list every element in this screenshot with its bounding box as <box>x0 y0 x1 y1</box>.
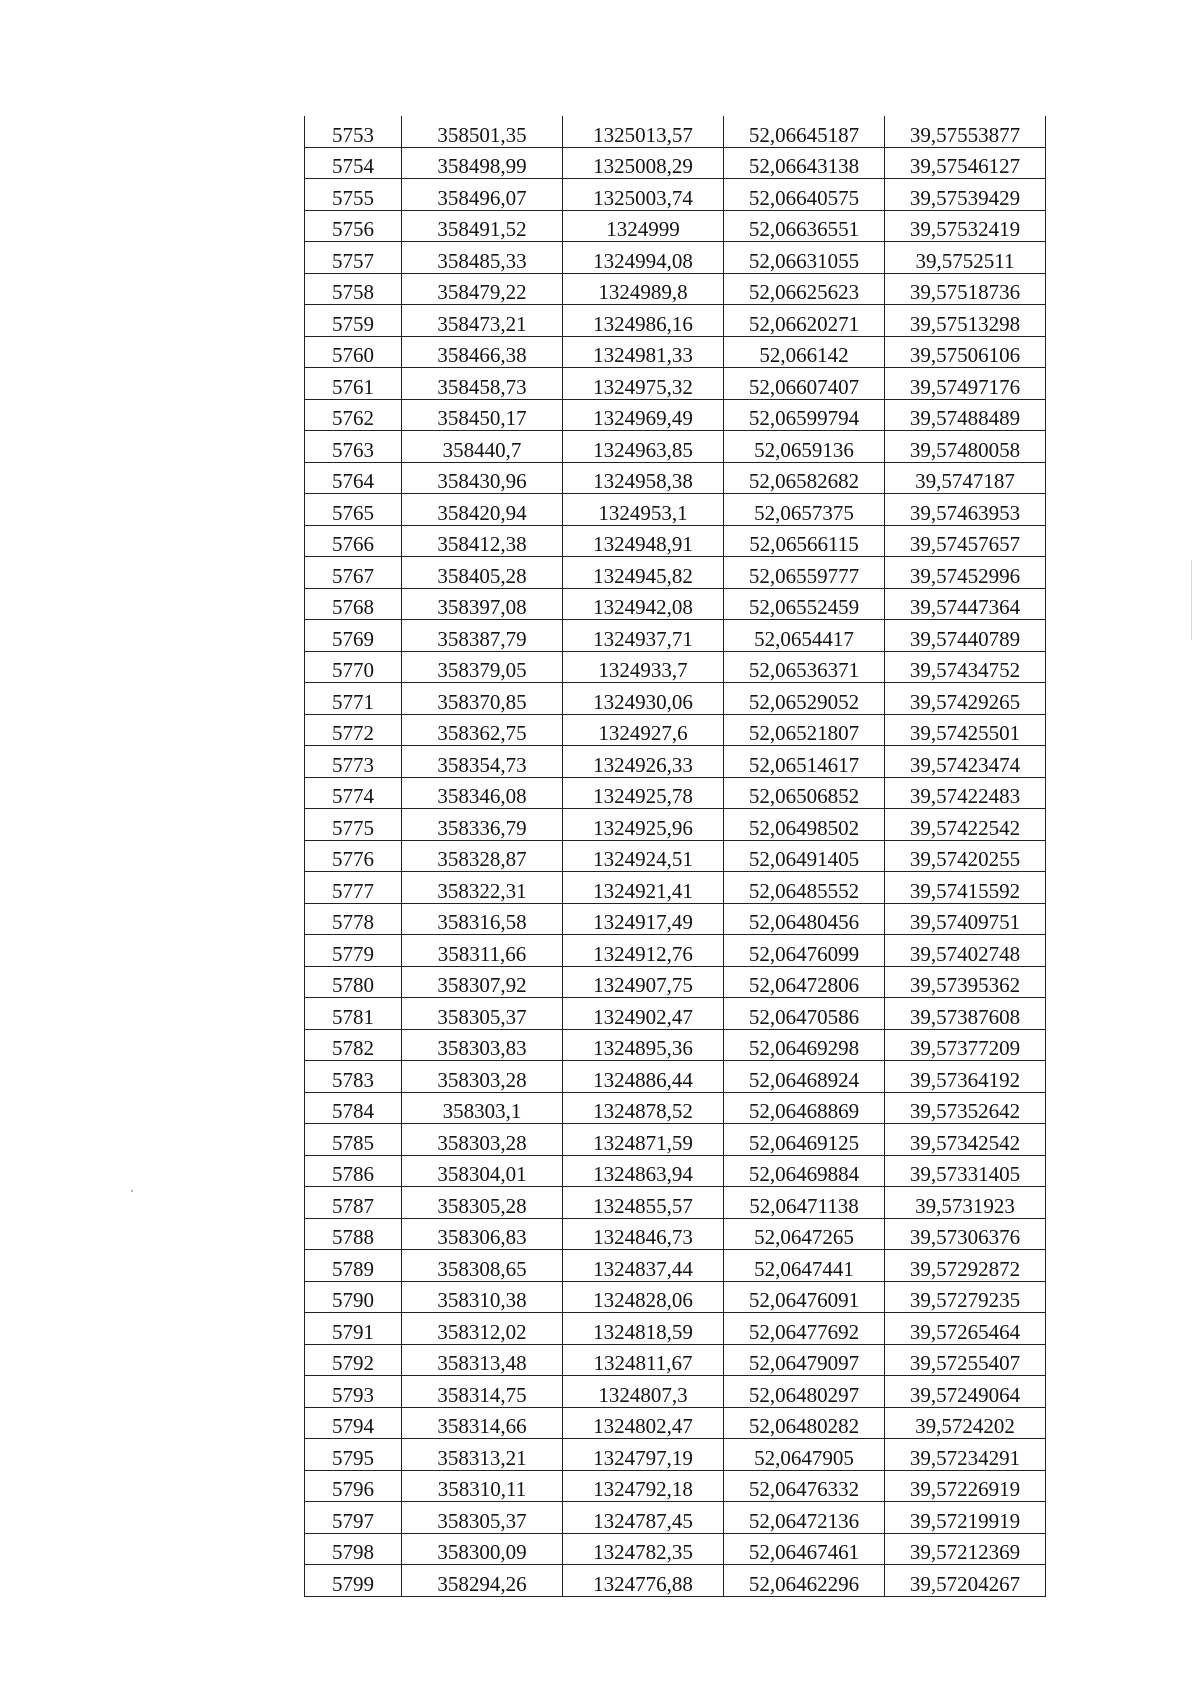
y-coordinate-cell: 1324999 <box>563 210 724 242</box>
longitude-cell: 39,57420255 <box>885 840 1046 872</box>
x-coordinate-cell: 358303,83 <box>402 1029 563 1061</box>
table-row <box>305 273 1046 305</box>
y-coordinate-cell: 1324981,33 <box>563 336 724 368</box>
point-number-cell: 5775 <box>305 809 402 841</box>
latitude-cell: 52,06472806 <box>724 966 885 998</box>
latitude-cell: 52,06469298 <box>724 1029 885 1061</box>
latitude-cell: 52,06529052 <box>724 683 885 715</box>
point-number-cell: 5780 <box>305 966 402 998</box>
longitude-cell: 39,5747187 <box>885 462 1046 494</box>
longitude-cell: 39,57513298 <box>885 305 1046 337</box>
y-coordinate-cell: 1324925,96 <box>563 809 724 841</box>
latitude-cell: 52,06559777 <box>724 557 885 589</box>
table-row <box>305 179 1046 211</box>
point-number-cell: 5785 <box>305 1124 402 1156</box>
point-number-cell: 5778 <box>305 903 402 935</box>
y-coordinate-cell: 1324930,06 <box>563 683 724 715</box>
point-number-cell: 5753 <box>305 116 402 147</box>
x-coordinate-cell: 358308,65 <box>402 1250 563 1282</box>
latitude-cell: 52,06479097 <box>724 1344 885 1376</box>
x-coordinate-cell: 358479,22 <box>402 273 563 305</box>
table-row <box>305 368 1046 400</box>
x-coordinate-cell: 358420,94 <box>402 494 563 526</box>
point-number-cell: 5774 <box>305 777 402 809</box>
longitude-cell: 39,57422542 <box>885 809 1046 841</box>
x-coordinate-cell: 358328,87 <box>402 840 563 872</box>
table-row <box>305 714 1046 746</box>
y-coordinate-cell: 1324963,85 <box>563 431 724 463</box>
latitude-cell: 52,06462296 <box>724 1565 885 1597</box>
point-number-cell: 5759 <box>305 305 402 337</box>
table-row <box>305 116 1046 147</box>
longitude-cell: 39,57452996 <box>885 557 1046 589</box>
longitude-cell: 39,57395362 <box>885 966 1046 998</box>
x-coordinate-cell: 358362,75 <box>402 714 563 746</box>
latitude-cell: 52,066142 <box>724 336 885 368</box>
longitude-cell: 39,57425501 <box>885 714 1046 746</box>
y-coordinate-cell: 1324811,67 <box>563 1344 724 1376</box>
table-row <box>305 1376 1046 1408</box>
longitude-cell: 39,57402748 <box>885 935 1046 967</box>
y-coordinate-cell: 1324855,57 <box>563 1187 724 1219</box>
longitude-cell: 39,57409751 <box>885 903 1046 935</box>
latitude-cell: 52,06607407 <box>724 368 885 400</box>
y-coordinate-cell: 1324787,45 <box>563 1502 724 1534</box>
latitude-cell: 52,06468924 <box>724 1061 885 1093</box>
longitude-cell: 39,57415592 <box>885 872 1046 904</box>
y-coordinate-cell: 1324945,82 <box>563 557 724 589</box>
point-number-cell: 5799 <box>305 1565 402 1597</box>
y-coordinate-cell: 1324969,49 <box>563 399 724 431</box>
longitude-cell: 39,57422483 <box>885 777 1046 809</box>
x-coordinate-cell: 358473,21 <box>402 305 563 337</box>
y-coordinate-cell: 1324921,41 <box>563 872 724 904</box>
y-coordinate-cell: 1324782,35 <box>563 1533 724 1565</box>
x-coordinate-cell: 358370,85 <box>402 683 563 715</box>
table-row <box>305 431 1046 463</box>
table-row <box>305 966 1046 998</box>
point-number-cell: 5770 <box>305 651 402 683</box>
y-coordinate-cell: 1324953,1 <box>563 494 724 526</box>
y-coordinate-cell: 1324802,47 <box>563 1407 724 1439</box>
table-row <box>305 1124 1046 1156</box>
y-coordinate-cell: 1324989,8 <box>563 273 724 305</box>
latitude-cell: 52,06485552 <box>724 872 885 904</box>
point-number-cell: 5791 <box>305 1313 402 1345</box>
point-number-cell: 5762 <box>305 399 402 431</box>
table-row <box>305 1155 1046 1187</box>
x-coordinate-cell: 358397,08 <box>402 588 563 620</box>
y-coordinate-cell: 1324878,52 <box>563 1092 724 1124</box>
latitude-cell: 52,06476332 <box>724 1470 885 1502</box>
y-coordinate-cell: 1324994,08 <box>563 242 724 274</box>
latitude-cell: 52,06552459 <box>724 588 885 620</box>
table-row <box>305 1313 1046 1345</box>
x-coordinate-cell: 358311,66 <box>402 935 563 967</box>
x-coordinate-cell: 358354,73 <box>402 746 563 778</box>
latitude-cell: 52,06476099 <box>724 935 885 967</box>
longitude-cell: 39,57480058 <box>885 431 1046 463</box>
point-number-cell: 5757 <box>305 242 402 274</box>
longitude-cell: 39,57265464 <box>885 1313 1046 1345</box>
longitude-cell: 39,57463953 <box>885 494 1046 526</box>
longitude-cell: 39,57226919 <box>885 1470 1046 1502</box>
y-coordinate-cell: 1324917,49 <box>563 903 724 935</box>
point-number-cell: 5798 <box>305 1533 402 1565</box>
longitude-cell: 39,57331405 <box>885 1155 1046 1187</box>
y-coordinate-cell: 1324837,44 <box>563 1250 724 1282</box>
x-coordinate-cell: 358303,28 <box>402 1124 563 1156</box>
x-coordinate-cell: 358294,26 <box>402 1565 563 1597</box>
latitude-cell: 52,06582682 <box>724 462 885 494</box>
y-coordinate-cell: 1324926,33 <box>563 746 724 778</box>
latitude-cell: 52,06599794 <box>724 399 885 431</box>
longitude-cell: 39,57546127 <box>885 147 1046 179</box>
y-coordinate-cell: 1324927,6 <box>563 714 724 746</box>
point-number-cell: 5792 <box>305 1344 402 1376</box>
x-coordinate-cell: 358379,05 <box>402 651 563 683</box>
x-coordinate-cell: 358303,1 <box>402 1092 563 1124</box>
x-coordinate-cell: 358305,37 <box>402 1502 563 1534</box>
x-coordinate-cell: 358313,21 <box>402 1439 563 1471</box>
latitude-cell: 52,06469125 <box>724 1124 885 1156</box>
longitude-cell: 39,57342542 <box>885 1124 1046 1156</box>
y-coordinate-cell: 1324986,16 <box>563 305 724 337</box>
longitude-cell: 39,57204267 <box>885 1565 1046 1597</box>
point-number-cell: 5796 <box>305 1470 402 1502</box>
table-row <box>305 210 1046 242</box>
table-row <box>305 1218 1046 1250</box>
table-row <box>305 494 1046 526</box>
longitude-cell: 39,57429265 <box>885 683 1046 715</box>
x-coordinate-cell: 358412,38 <box>402 525 563 557</box>
x-coordinate-cell: 358307,92 <box>402 966 563 998</box>
y-coordinate-cell: 1324975,32 <box>563 368 724 400</box>
point-number-cell: 5795 <box>305 1439 402 1471</box>
x-coordinate-cell: 358498,99 <box>402 147 563 179</box>
table-row <box>305 525 1046 557</box>
point-number-cell: 5781 <box>305 998 402 1030</box>
x-coordinate-cell: 358314,66 <box>402 1407 563 1439</box>
table-row <box>305 683 1046 715</box>
latitude-cell: 52,06472136 <box>724 1502 885 1534</box>
longitude-cell: 39,57306376 <box>885 1218 1046 1250</box>
latitude-cell: 52,0657375 <box>724 494 885 526</box>
y-coordinate-cell: 1324871,59 <box>563 1124 724 1156</box>
y-coordinate-cell: 1324937,71 <box>563 620 724 652</box>
latitude-cell: 52,06643138 <box>724 147 885 179</box>
point-number-cell: 5786 <box>305 1155 402 1187</box>
x-coordinate-cell: 358305,37 <box>402 998 563 1030</box>
latitude-cell: 52,06470586 <box>724 998 885 1030</box>
latitude-cell: 52,06506852 <box>724 777 885 809</box>
scan-edge-line <box>1191 560 1192 640</box>
table-row <box>305 746 1046 778</box>
y-coordinate-cell: 1324942,08 <box>563 588 724 620</box>
point-number-cell: 5777 <box>305 872 402 904</box>
point-number-cell: 5760 <box>305 336 402 368</box>
longitude-cell: 39,5724202 <box>885 1407 1046 1439</box>
table-row <box>305 1092 1046 1124</box>
point-number-cell: 5767 <box>305 557 402 589</box>
latitude-cell: 52,0647905 <box>724 1439 885 1471</box>
table-row <box>305 1502 1046 1534</box>
point-number-cell: 5797 <box>305 1502 402 1534</box>
table-row <box>305 872 1046 904</box>
x-coordinate-cell: 358310,11 <box>402 1470 563 1502</box>
table-row <box>305 399 1046 431</box>
y-coordinate-cell: 1325013,57 <box>563 116 724 147</box>
table-row <box>305 147 1046 179</box>
latitude-cell: 52,0654417 <box>724 620 885 652</box>
latitude-cell: 52,0647441 <box>724 1250 885 1282</box>
latitude-cell: 52,06566115 <box>724 525 885 557</box>
point-number-cell: 5771 <box>305 683 402 715</box>
longitude-cell: 39,57352642 <box>885 1092 1046 1124</box>
longitude-cell: 39,57553877 <box>885 116 1046 147</box>
y-coordinate-cell: 1324895,36 <box>563 1029 724 1061</box>
latitude-cell: 52,06476091 <box>724 1281 885 1313</box>
y-coordinate-cell: 1325008,29 <box>563 147 724 179</box>
point-number-cell: 5783 <box>305 1061 402 1093</box>
latitude-cell: 52,06467461 <box>724 1533 885 1565</box>
point-number-cell: 5779 <box>305 935 402 967</box>
x-coordinate-cell: 358322,31 <box>402 872 563 904</box>
table-row <box>305 903 1046 935</box>
x-coordinate-cell: 358405,28 <box>402 557 563 589</box>
longitude-cell: 39,57434752 <box>885 651 1046 683</box>
latitude-cell: 52,06645187 <box>724 116 885 147</box>
y-coordinate-cell: 1324958,38 <box>563 462 724 494</box>
latitude-cell: 52,06498502 <box>724 809 885 841</box>
longitude-cell: 39,57279235 <box>885 1281 1046 1313</box>
table-row <box>305 1250 1046 1282</box>
y-coordinate-cell: 1324933,7 <box>563 651 724 683</box>
x-coordinate-cell: 358501,35 <box>402 116 563 147</box>
longitude-cell: 39,5731923 <box>885 1187 1046 1219</box>
longitude-cell: 39,5752511 <box>885 242 1046 274</box>
table-row <box>305 242 1046 274</box>
y-coordinate-cell: 1324776,88 <box>563 1565 724 1597</box>
longitude-cell: 39,57377209 <box>885 1029 1046 1061</box>
x-coordinate-cell: 358305,28 <box>402 1187 563 1219</box>
table-row <box>305 777 1046 809</box>
latitude-cell: 52,06631055 <box>724 242 885 274</box>
table-row <box>305 1407 1046 1439</box>
x-coordinate-cell: 358346,08 <box>402 777 563 809</box>
table-row <box>305 588 1046 620</box>
x-coordinate-cell: 358300,09 <box>402 1533 563 1565</box>
x-coordinate-cell: 358304,01 <box>402 1155 563 1187</box>
table-row <box>305 1061 1046 1093</box>
y-coordinate-cell: 1325003,74 <box>563 179 724 211</box>
y-coordinate-cell: 1324948,91 <box>563 525 724 557</box>
table-row <box>305 1470 1046 1502</box>
x-coordinate-cell: 358310,38 <box>402 1281 563 1313</box>
longitude-cell: 39,57532419 <box>885 210 1046 242</box>
x-coordinate-cell: 358313,48 <box>402 1344 563 1376</box>
latitude-cell: 52,0659136 <box>724 431 885 463</box>
point-number-cell: 5784 <box>305 1092 402 1124</box>
y-coordinate-cell: 1324907,75 <box>563 966 724 998</box>
longitude-cell: 39,57447364 <box>885 588 1046 620</box>
x-coordinate-cell: 358312,02 <box>402 1313 563 1345</box>
y-coordinate-cell: 1324797,19 <box>563 1439 724 1471</box>
longitude-cell: 39,57249064 <box>885 1376 1046 1408</box>
latitude-cell: 52,06477692 <box>724 1313 885 1345</box>
x-coordinate-cell: 358491,52 <box>402 210 563 242</box>
x-coordinate-cell: 358485,33 <box>402 242 563 274</box>
point-number-cell: 5776 <box>305 840 402 872</box>
x-coordinate-cell: 358387,79 <box>402 620 563 652</box>
table-row <box>305 998 1046 1030</box>
latitude-cell: 52,06471138 <box>724 1187 885 1219</box>
point-number-cell: 5782 <box>305 1029 402 1061</box>
point-number-cell: 5764 <box>305 462 402 494</box>
latitude-cell: 52,06491405 <box>724 840 885 872</box>
y-coordinate-cell: 1324807,3 <box>563 1376 724 1408</box>
table-row <box>305 809 1046 841</box>
table-row <box>305 557 1046 589</box>
latitude-cell: 52,06521807 <box>724 714 885 746</box>
latitude-cell: 52,06469884 <box>724 1155 885 1187</box>
y-coordinate-cell: 1324902,47 <box>563 998 724 1030</box>
longitude-cell: 39,57364192 <box>885 1061 1046 1093</box>
longitude-cell: 39,57255407 <box>885 1344 1046 1376</box>
point-number-cell: 5756 <box>305 210 402 242</box>
latitude-cell: 52,06480297 <box>724 1376 885 1408</box>
point-number-cell: 5766 <box>305 525 402 557</box>
x-coordinate-cell: 358306,83 <box>402 1218 563 1250</box>
table-row <box>305 840 1046 872</box>
longitude-cell: 39,57518736 <box>885 273 1046 305</box>
y-coordinate-cell: 1324924,51 <box>563 840 724 872</box>
table-row <box>305 305 1046 337</box>
point-number-cell: 5761 <box>305 368 402 400</box>
point-number-cell: 5765 <box>305 494 402 526</box>
longitude-cell: 39,57497176 <box>885 368 1046 400</box>
x-coordinate-cell: 358316,58 <box>402 903 563 935</box>
x-coordinate-cell: 358450,17 <box>402 399 563 431</box>
longitude-cell: 39,57219919 <box>885 1502 1046 1534</box>
latitude-cell: 52,06480456 <box>724 903 885 935</box>
point-number-cell: 5763 <box>305 431 402 463</box>
longitude-cell: 39,57387608 <box>885 998 1046 1030</box>
longitude-cell: 39,57488489 <box>885 399 1046 431</box>
y-coordinate-cell: 1324886,44 <box>563 1061 724 1093</box>
coordinates-table-body <box>305 116 1046 1596</box>
point-number-cell: 5788 <box>305 1218 402 1250</box>
longitude-cell: 39,57440789 <box>885 620 1046 652</box>
x-coordinate-cell: 358303,28 <box>402 1061 563 1093</box>
y-coordinate-cell: 1324828,06 <box>563 1281 724 1313</box>
point-number-cell: 5758 <box>305 273 402 305</box>
point-number-cell: 5793 <box>305 1376 402 1408</box>
table-row <box>305 1187 1046 1219</box>
latitude-cell: 52,06636551 <box>724 210 885 242</box>
point-number-cell: 5790 <box>305 1281 402 1313</box>
longitude-cell: 39,57539429 <box>885 179 1046 211</box>
table-row <box>305 935 1046 967</box>
coordinates-table <box>304 116 1046 1597</box>
x-coordinate-cell: 358440,7 <box>402 431 563 463</box>
point-number-cell: 5772 <box>305 714 402 746</box>
table-row <box>305 620 1046 652</box>
x-coordinate-cell: 358336,79 <box>402 809 563 841</box>
latitude-cell: 52,06625623 <box>724 273 885 305</box>
longitude-cell: 39,57423474 <box>885 746 1046 778</box>
y-coordinate-cell: 1324863,94 <box>563 1155 724 1187</box>
longitude-cell: 39,57506106 <box>885 336 1046 368</box>
point-number-cell: 5789 <box>305 1250 402 1282</box>
point-number-cell: 5769 <box>305 620 402 652</box>
latitude-cell: 52,06640575 <box>724 179 885 211</box>
latitude-cell: 52,06536371 <box>724 651 885 683</box>
scan-speck <box>131 1190 133 1192</box>
table-row <box>305 1439 1046 1471</box>
point-number-cell: 5787 <box>305 1187 402 1219</box>
table-row <box>305 1533 1046 1565</box>
longitude-cell: 39,57457657 <box>885 525 1046 557</box>
table-row <box>305 1029 1046 1061</box>
point-number-cell: 5754 <box>305 147 402 179</box>
x-coordinate-cell: 358466,38 <box>402 336 563 368</box>
point-number-cell: 5773 <box>305 746 402 778</box>
table-row <box>305 1565 1046 1597</box>
table-row <box>305 336 1046 368</box>
x-coordinate-cell: 358496,07 <box>402 179 563 211</box>
longitude-cell: 39,57212369 <box>885 1533 1046 1565</box>
latitude-cell: 52,0647265 <box>724 1218 885 1250</box>
table-row <box>305 1281 1046 1313</box>
point-number-cell: 5768 <box>305 588 402 620</box>
x-coordinate-cell: 358314,75 <box>402 1376 563 1408</box>
longitude-cell: 39,57234291 <box>885 1439 1046 1471</box>
table-row <box>305 462 1046 494</box>
y-coordinate-cell: 1324925,78 <box>563 777 724 809</box>
table-row <box>305 1344 1046 1376</box>
longitude-cell: 39,57292872 <box>885 1250 1046 1282</box>
latitude-cell: 52,06620271 <box>724 305 885 337</box>
point-number-cell: 5755 <box>305 179 402 211</box>
latitude-cell: 52,06480282 <box>724 1407 885 1439</box>
latitude-cell: 52,06514617 <box>724 746 885 778</box>
y-coordinate-cell: 1324912,76 <box>563 935 724 967</box>
point-number-cell: 5794 <box>305 1407 402 1439</box>
latitude-cell: 52,06468869 <box>724 1092 885 1124</box>
x-coordinate-cell: 358430,96 <box>402 462 563 494</box>
x-coordinate-cell: 358458,73 <box>402 368 563 400</box>
table-row <box>305 651 1046 683</box>
y-coordinate-cell: 1324846,73 <box>563 1218 724 1250</box>
y-coordinate-cell: 1324818,59 <box>563 1313 724 1345</box>
y-coordinate-cell: 1324792,18 <box>563 1470 724 1502</box>
